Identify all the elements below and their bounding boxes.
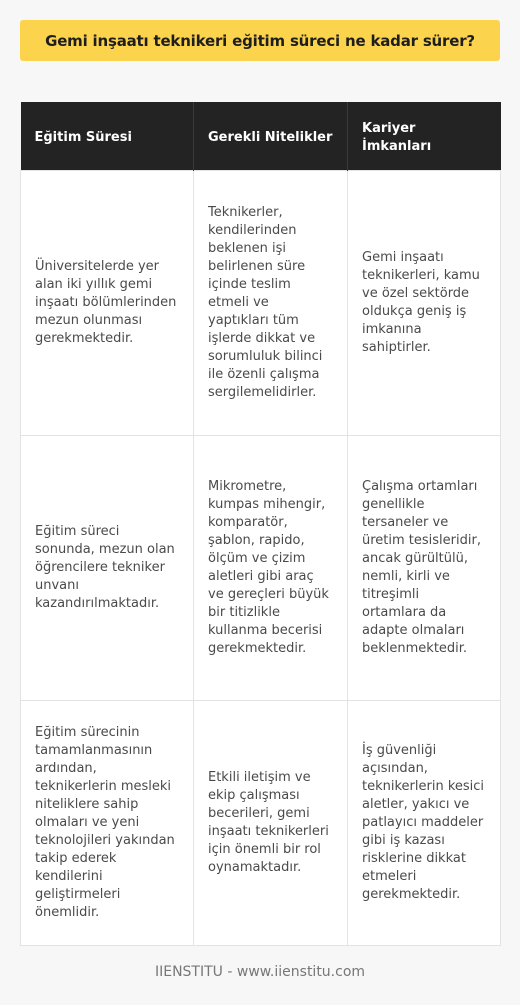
table-cell: Eğitim süreci sonunda, mezun olan öğrencilere tekniker unvanı kazandırılmaktadır. (21, 436, 194, 701)
table-cell: Üniversitelerde yer alan iki yıllık gemi inşaatı bölümlerinden mezun olunması gerekmektedir. (21, 171, 194, 436)
table-cell: Eğitim sürecinin tamamlanmasının ardından, teknikerlerin mesleki niteliklere sahip olmaları ve yeni teknolojileri yakından takip ederek kendilerini geliştirmeleri önemlidir. (21, 701, 194, 946)
table-row (21, 436, 501, 701)
column-header-education-duration: Eğitim Süresi (21, 102, 194, 171)
column-header-career-opportunities: Kariyer İmkanları (348, 102, 501, 171)
table-header-row (21, 102, 501, 171)
column-header-required-qualifications: Gerekli Nitelikler (194, 102, 348, 171)
table-cell: Teknikerler, kendilerinden beklenen işi belirlenen süre içinde teslim etmeli ve yaptıkları tüm işlerde dikkat ve sorumluluk bilinci ile özenli çalışma sergilemelidirler. (194, 171, 348, 436)
table-row (21, 171, 501, 436)
table-cell: Çalışma ortamları genellikle tersaneler ve üretim tesisleridir, ancak gürültülü, nemli, kirli ve titreşimli ortamlara da adapte olmaları beklenmektedir. (348, 436, 501, 701)
table-row (21, 701, 501, 946)
table-cell: Etkili iletişim ve ekip çalışması becerileri, gemi inşaatı teknikerleri için önemli bir rol oynamaktadır. (194, 701, 348, 946)
info-table (20, 102, 501, 946)
table-cell: Mikrometre, kumpas mihengir, komparatör, şablon, rapido, ölçüm ve çizim aletleri gibi araç ve gereçleri büyük bir titizlikle kullanma becerisi gerekmektedir. (194, 436, 348, 701)
page-title: Gemi inşaatı teknikeri eğitim süreci ne kadar sürer? (45, 31, 475, 50)
footer-credit: IIENSTITU - www.iienstitu.com (154, 964, 366, 980)
table-cell: Gemi inşaatı teknikerleri, kamu ve özel sektörde oldukça geniş iş imkanına sahiptirler. (348, 171, 501, 436)
title-banner (20, 20, 500, 61)
table-cell: İş güvenliği açısından, teknikerlerin kesici aletler, yakıcı ve patlayıcı maddeler gibi iş kazası risklerine dikkat etmeleri gerekmektedir. (348, 701, 501, 946)
